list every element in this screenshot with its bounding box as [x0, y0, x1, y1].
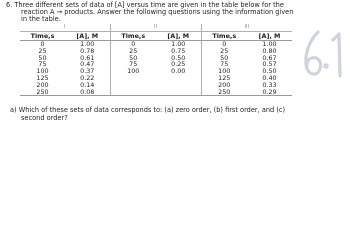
table-cell: 0	[110, 41, 156, 48]
table-cell: 250	[201, 89, 247, 96]
table-cell: 0.08	[65, 89, 110, 96]
column-header: Time,s	[20, 32, 65, 41]
table-row	[20, 55, 292, 62]
table-cell: 200	[36, 80, 49, 89]
question-line-2: reaction A → products. Answer the following questions using the information given	[21, 8, 294, 16]
table-header-row	[20, 32, 292, 41]
table-cell: 0.50	[262, 67, 277, 76]
table-cell: 25	[201, 48, 247, 55]
column-header: [A], M	[247, 32, 292, 41]
table-cell: 0.57	[262, 60, 277, 69]
table-cell: 0.40	[262, 74, 277, 83]
table-cell: 0.00	[171, 67, 186, 76]
table-group-row	[20, 24, 292, 32]
group-label-3: III	[201, 24, 292, 32]
column-header: Time,s	[201, 32, 247, 41]
table-cell	[156, 82, 201, 89]
table-cell: 0.14	[80, 80, 95, 89]
table-cell: 50	[38, 53, 47, 62]
table-cell: 100	[36, 67, 49, 76]
table-cell: 0.50	[171, 53, 186, 62]
table-cell: 0.75	[171, 46, 186, 55]
column-header: [A], M	[65, 32, 110, 41]
table-row	[20, 41, 292, 48]
question-line-1: 6. Three different sets of data of [A] versus time are given in the table below for the	[6, 1, 284, 9]
table-cell: 250	[20, 89, 65, 96]
table-cell: 50	[110, 55, 156, 62]
handwritten-one-stroke	[333, 34, 340, 76]
table-body	[20, 41, 292, 96]
table-cell: 0.37	[80, 67, 95, 76]
table-cell: 0.29	[247, 89, 292, 96]
table-cell: 125	[201, 75, 247, 82]
table-cell: 200	[201, 82, 247, 89]
table-cell: 75	[38, 60, 47, 69]
table-cell: 1.00	[262, 40, 277, 49]
question-line-3: in the table.	[21, 15, 61, 23]
table-cell	[110, 89, 156, 96]
table-row	[20, 68, 292, 75]
table-row	[20, 75, 292, 82]
table-cell	[110, 82, 156, 89]
column-header: [A], M	[156, 32, 201, 41]
table-cell: 0.67	[262, 53, 277, 62]
table-cell: 25	[110, 48, 156, 55]
subquestion-a-line-1: a) Which of these sets of data corresponds to: (a) zero order, (b) first order, and (c)	[10, 106, 286, 114]
table-cell: 0.25	[171, 60, 186, 69]
table-cell: 0.33	[262, 80, 277, 89]
table-row	[20, 61, 292, 68]
table-cell: 75	[201, 61, 247, 68]
handwritten-six-stroke	[306, 32, 321, 74]
table-row	[20, 48, 292, 55]
table-cell: 25	[38, 46, 47, 55]
table-row	[20, 89, 292, 96]
table-cell: 0	[201, 41, 247, 48]
table-cell	[110, 75, 156, 82]
table-cell: 0.78	[80, 46, 95, 55]
data-table	[20, 24, 292, 96]
table-row	[20, 82, 292, 89]
table-cell: 0.22	[80, 74, 95, 83]
column-header: Time,s	[110, 32, 156, 41]
group-label-2: II	[110, 24, 201, 32]
group-label-1: I	[20, 24, 110, 32]
table-cell: 1.00	[80, 40, 95, 49]
table-cell: 125	[36, 74, 49, 83]
table-cell: 50	[201, 55, 247, 62]
table-cell: 75	[110, 61, 156, 68]
handwritten-annotation	[302, 26, 346, 82]
table-cell	[156, 89, 201, 96]
table-cell: 0.47	[80, 60, 95, 69]
table-cell	[156, 75, 201, 82]
subquestion-a-line-2: second order?	[21, 114, 68, 122]
table-cell: 1.00	[171, 40, 186, 49]
table-cell: 0.61	[80, 53, 95, 62]
handwritten-dot	[324, 64, 327, 67]
table-cell: 100	[201, 68, 247, 75]
table-cell: 100	[110, 68, 156, 75]
table-cell: 0.80	[262, 46, 277, 55]
table-cell: 0	[40, 40, 45, 49]
